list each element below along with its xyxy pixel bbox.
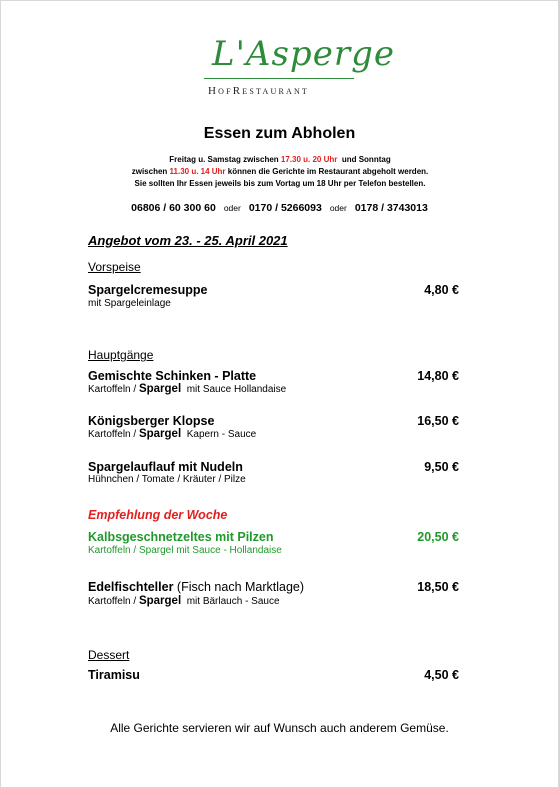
- item-name-schinken: Gemischte Schinken - Platte: [88, 369, 257, 383]
- phone-3[interactable]: 0178 / 3743013: [354, 202, 428, 214]
- item-price-fisch: 18,50 €: [417, 580, 459, 594]
- item-desc-auflauf: Hühnchen / Tomate / Kräuter / Pilze: [88, 474, 246, 485]
- item-name-tiramisu: Tiramisu: [88, 668, 140, 682]
- item-price-auflauf: 9,50 €: [424, 460, 459, 474]
- logo-subtitle: HofRestaurant: [208, 85, 310, 97]
- item-price-schinken: 14,80 €: [417, 369, 459, 383]
- notice-line-3: Sie sollten Ihr Essen jeweils bis zum Vortag um 18 Uhr per Telefon bestellen.: [134, 179, 426, 188]
- item-name-kalb: Kalbsgeschnetzeltes mit Pilzen: [88, 530, 274, 544]
- item-price-kalb: 20,50 €: [417, 530, 459, 544]
- offer-title: Angebot vom 23. - 25. April 2021: [88, 233, 288, 248]
- or-separator: oder: [329, 203, 347, 213]
- item-desc-suppe: mit Spargeleinlage: [88, 298, 171, 309]
- footer-note: Alle Gerichte servieren wir auf Wunsch auch anderem Gemüse.: [110, 721, 449, 735]
- item-name-auflauf: Spargelauflauf mit Nudeln: [88, 460, 243, 474]
- pickup-time-sun: 11.30 u. 14 Uhr: [169, 167, 226, 176]
- pickup-time-fri-sat: 17.30 u. 20 Uhr: [280, 155, 338, 164]
- logo-underline: [204, 78, 354, 79]
- section-hauptgaenge: Hauptgänge: [88, 348, 154, 362]
- item-name-fisch: Edelfischteller (Fisch nach Marktlage): [88, 580, 305, 594]
- or-separator: oder: [223, 203, 241, 213]
- notice-line-2: zwischen 11.30 u. 14 Uhr können die Gerichte im Restaurant abgeholt werden.: [131, 167, 429, 176]
- logo-script: L'Asperge: [212, 34, 395, 74]
- item-price-klopse: 16,50 €: [417, 414, 459, 428]
- page-title: Essen zum Abholen: [203, 125, 356, 142]
- pickup-notice: [60, 154, 500, 190]
- item-price-tiramisu: 4,50 €: [424, 668, 459, 682]
- item-desc-klopse: Kartoffeln / Spargel Kapern - Sauce: [88, 428, 257, 440]
- phone-2[interactable]: 0170 / 5266093: [248, 202, 322, 214]
- item-name-klopse: Königsberger Klopse: [88, 414, 215, 428]
- phone-1[interactable]: 06806 / 60 300 60: [131, 202, 216, 214]
- section-dessert: Dessert: [88, 648, 130, 662]
- item-desc-kalb: Kartoffeln / Spargel mit Sauce - Hollandaise: [88, 545, 282, 556]
- item-desc-schinken: Kartoffeln / Spargel mit Sauce Hollandaise: [88, 383, 287, 395]
- notice-line-1: Freitag u. Samstag zwischen 17.30 u. 20 Uhr und Sonntag: [169, 155, 391, 164]
- item-desc-fisch: Kartoffeln / Spargel mit Bärlauch - Sauce: [88, 595, 280, 607]
- item-name-suppe: Spargelcremesuppe: [88, 283, 208, 297]
- item-price-suppe: 4,80 €: [424, 283, 459, 297]
- restaurant-logo: [200, 34, 395, 102]
- section-vorspeise: Vorspeise: [88, 260, 141, 274]
- special-heading: Empfehlung der Woche: [88, 508, 228, 522]
- phone-numbers: [0, 202, 559, 214]
